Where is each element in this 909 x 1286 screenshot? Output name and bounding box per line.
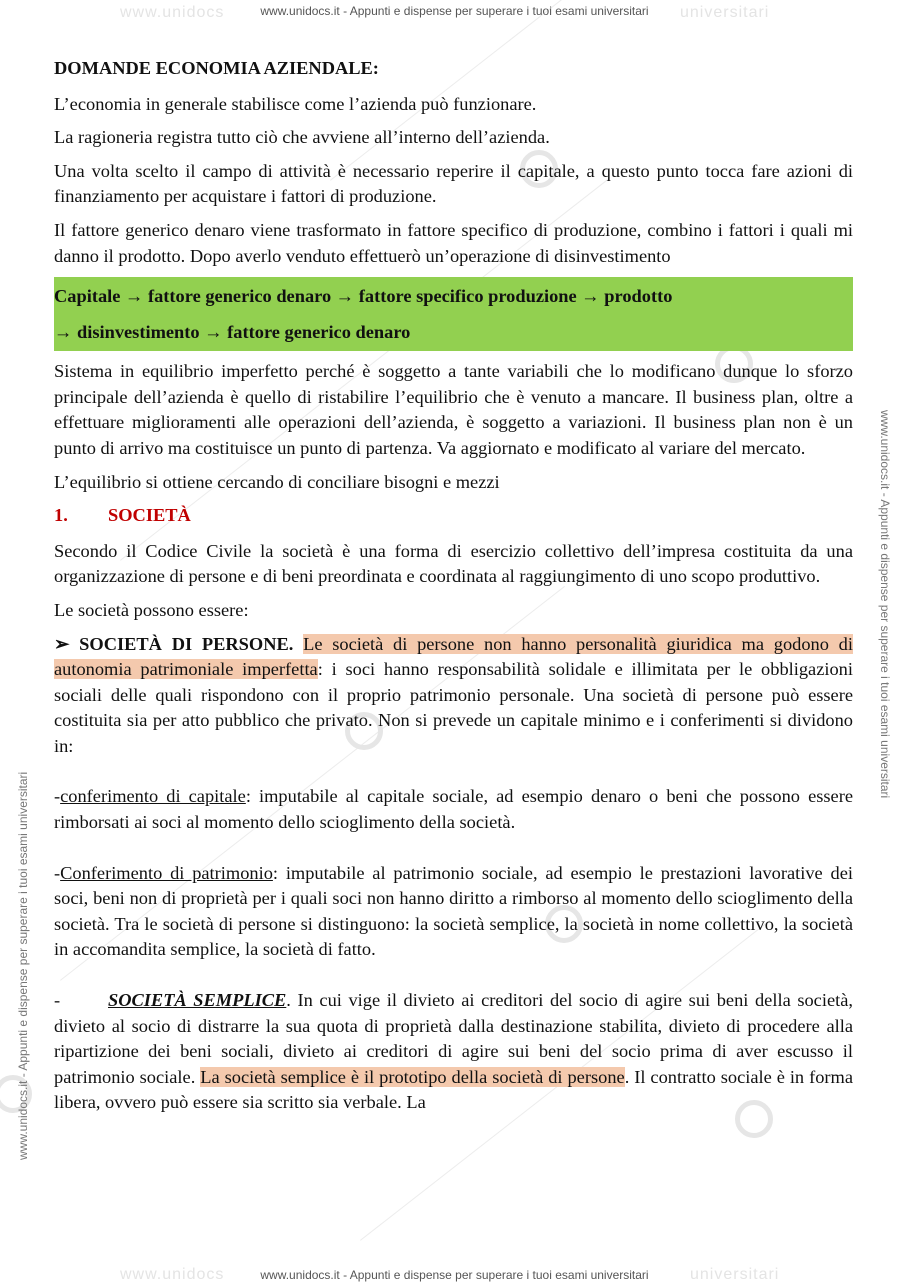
highlight-prototipo: La società semplice è il prototipo della società di persone: [200, 1066, 625, 1087]
section-heading-societa: [54, 503, 853, 529]
paragraph-ragioneria: La ragioneria registra tutto ciò che avviene all’interno dell’azienda.: [54, 127, 550, 148]
right-side-watermark: www.unidocs.it - Appunti e dispense per superare i tuoi esami universitari: [878, 410, 892, 799]
paragraph-equilibrio-imperfetto: Sistema in equilibrio imperfetto perché è soggetto a tante variabili che lo modificano dunque lo sforzo principale dell’azienda è quello di ristabilire l’equilibrio che è venuto a mancare. Il business plan, oltre a effettuare miglioramenti alle operazioni dell’azienda, è soggetto a variazioni. Il business plan non è un punto di arrivo ma costituisce un punto di partenza. Va aggiornato e modificato al variare del mercato.: [54, 361, 853, 458]
paragraph-codice-civile: Secondo il Codice Civile la società è una forma di esercizio collettivo dell’impresa costituita da una organizzazione di persone e di beni preordinata e coordinata al raggiungimento di uno scopo produttivo.: [54, 540, 853, 587]
text-contratto-sociale: . Il contratto sociale è in forma libera, ovvero può essere sia scritto sia verbale. La: [54, 1066, 853, 1113]
paragraph-conferimento-capitale: [54, 784, 853, 835]
dash: -: [54, 786, 61, 807]
text-responsabilita-soci: : i soci hanno responsabilità solidale e illimitata per le obbligazioni sociali delle quali rispondono con il proprio patrimonio personale. Una società di persone può essere costituita sia per atto pubblico che privato. Non si prevede un capitale minimo e i conferimenti si dividono in:: [54, 659, 853, 756]
ghost-watermark-bottom: www.unidocs: [120, 1266, 225, 1283]
capital-flow-box: [54, 277, 853, 351]
term-conferimento-patrimonio: Conferimento di patrimonio: [60, 862, 273, 883]
ghost-watermark-top: www.unidocs: [120, 4, 225, 21]
term-societa-semplice: SOCIETÀ SEMPLICE: [108, 990, 287, 1011]
paragraph-fattore-generico: Il fattore generico denaro viene trasformato in fattore specifico di produzione, combino i fattori i quali mi danno il prodotto. Dopo averlo venduto effettuerò un’operazione di disinvestimento: [54, 219, 853, 266]
dash: -: [54, 990, 61, 1011]
heading-societa-di-persone: SOCIETÀ DI PERSONE.: [79, 633, 294, 654]
paragraph-societa-possono: Le società possono essere:: [54, 599, 249, 620]
capital-flow-line-1: Capitale → fattore generico denaro → fattore specifico produzione → prodotto: [54, 286, 673, 307]
paragraph-societa-semplice: [54, 988, 853, 1116]
paragraph-economia: L’economia in generale stabilisce come l’azienda può funzionare.: [54, 93, 537, 114]
dash: -: [54, 862, 61, 883]
ghost-watermark-bottom-right: universitari: [690, 1266, 780, 1283]
text-conferimento-patrimonio: : imputabile al patrimonio sociale, ad esempio le prestazioni lavorative dei soci, beni non di proprietà per i quali soci non hanno diritto a rimborso al momento dello scioglimento della società. Tra le società di persone si distinguono: la società semplice, la società in nome collettivo, la società in accomandita semplice, la società di fatto.: [54, 862, 853, 960]
header-watermark: www.unidocs.it - Appunti e dispense per superare i tuoi esami universitari: [260, 4, 649, 18]
ghost-watermark-top-right: universitari: [680, 4, 770, 21]
footer-watermark: www.unidocs.it - Appunti e dispense per superare i tuoi esami universitari: [260, 1268, 649, 1282]
paragraph-conferimento-patrimonio: [54, 861, 853, 963]
section-number: 1.: [54, 505, 68, 526]
text-conferimento-capitale: : imputabile al capitale sociale, ad esempio denaro o beni che possono essere rimborsati ai soci al momento dello scioglimento della società.: [54, 786, 853, 833]
document-title: DOMANDE ECONOMIA AZIENDALE:: [54, 58, 379, 78]
section-title: SOCIETÀ: [108, 505, 191, 526]
left-side-watermark: www.unidocs.it - Appunti e dispense per superare i tuoi esami universitari: [16, 771, 30, 1160]
text-societa-semplice-divieti: . In cui vige il divieto ai creditori del socio di agire sui beni della società, divieto al socio di distrarre la sua quota di proprietà dalla destinazione stabilita, divieto di procedere alla ripartizione dei beni sociali, divieto ai creditori di agire sui beni del socio prima di aver escusso il patrimonio sociale.: [54, 990, 853, 1087]
term-conferimento-capitale: conferimento di capitale: [60, 786, 246, 807]
bullet-arrow-icon: ➢: [54, 633, 70, 654]
paragraph-societa-di-persone: [54, 632, 853, 760]
paragraph-campo-attivita: Una volta scelto il campo di attività è necessario reperire il capitale, a questo punto tocca fare azioni di finanziamento per acquistare i fattori di produzione.: [54, 160, 853, 207]
capital-flow-line-2: → disinvestimento → fattore generico denaro: [54, 322, 411, 343]
paragraph-equilibrio: L’equilibrio si ottiene cercando di conciliare bisogni e mezzi: [54, 471, 500, 492]
document-body: [54, 56, 853, 1116]
highlight-personalita-giuridica: Le società di persone non hanno personalità giuridica ma godono di autonomia patrimoniale imperfetta: [54, 633, 853, 680]
